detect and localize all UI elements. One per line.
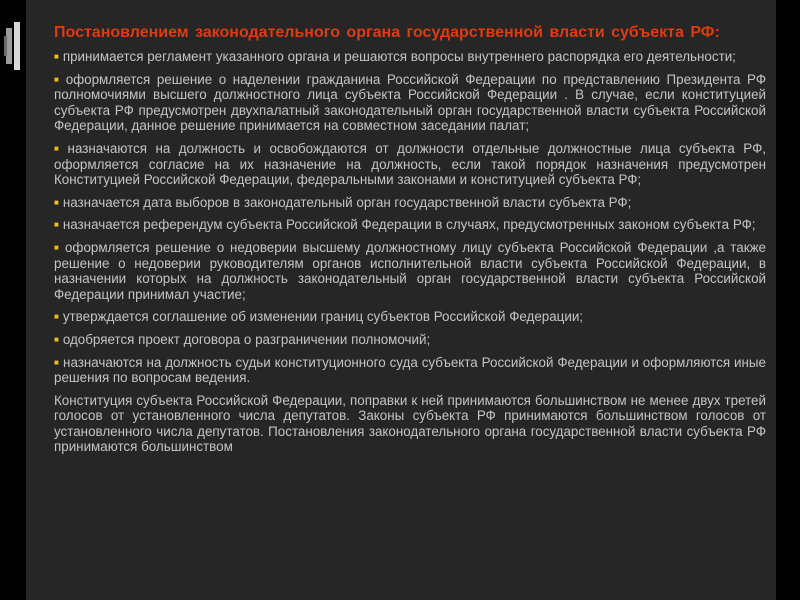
list-item-text: оформляется решение о наделении гражданина Российской Федерации по представлению Президента РФ полномочиями высшего должностного лица субъекта Российской Федерации . В случае, если конституцией субъекта РФ предусмотрен двухпалатный законодательный орган государственной власти субъекта Российской Федерации, данное решение принимается на совместном заседании палат; [54,71,766,134]
square-bullet-icon: ■ [54,74,62,84]
square-bullet-icon: ■ [54,357,60,367]
list-item-text: одобряется проект договора о разграничении полномочий; [62,331,431,347]
bar-shape-1 [14,22,20,70]
list-item [54,355,766,386]
list-item [54,72,766,134]
square-bullet-icon: ■ [54,143,64,153]
list-item [54,141,766,188]
list-item-text: утверждается соглашение об изменении границ субъектов Российской Федерации; [62,309,584,325]
square-bullet-icon: ■ [54,52,59,61]
list-item [54,217,766,233]
square-bullet-icon: ■ [54,197,59,207]
square-bullet-icon: ■ [54,334,59,344]
list-item [54,332,766,348]
slide [26,0,776,600]
square-bullet-icon: ■ [54,242,61,252]
decorative-bars-icon [4,22,22,72]
slide-content [54,49,766,455]
square-bullet-icon: ■ [54,312,59,322]
list-item [54,240,766,302]
list-item-text: назначаются на должность судьи конституционного суда субъекта Российской Федерации и оформляются иные решения по вопросам ведения. [54,354,766,386]
list-item [54,195,766,211]
list-item-text: назначаются на должность и освобождаются от должности отдельные должностные лица субъекта РФ, оформляется согласие на их назначение на должность, если такой порядок назначения предусмотрен Конституцией Российской Федерации, федеральными законами и конституцией субъекта РФ; [54,140,766,188]
list-item-text: назначается референдум субъекта Российской Федерации в случаях, предусмотренных законом субъекта РФ; [62,217,756,233]
list-item-text: принимается регламент указанного органа и решаются вопросы внутреннего распорядка его деятельности; [62,49,736,64]
square-bullet-icon: ■ [54,220,59,230]
list-item [54,49,766,65]
bar-shape-3 [4,36,7,56]
list-item [54,309,766,325]
list-item-text: оформляется решение о недоверии высшему должностному лицу субъекта Российской Федерации ,а также решение о недоверии руководителям органов исполнительной власти субъекта Российской Федерации, в назначении которых на должность законодательный орган государственной власти субъекта Российской Федерации принимал участие; [54,239,766,302]
slide-title: Постановлением законодательного органа государственной власти субъекта РФ: [54,24,720,41]
closing-paragraph: Конституция субъекта Российской Федерации, поправки к ней принимаются большинством не менее двух третей голосов от установленного числа депутатов. Законы субъекта РФ принимаются большинством голосов от установленного числа депутатов. Постановления законодательного органа государственной власти субъекта РФ принимаются большинством [54,392,766,455]
list-item-text: назначается дата выборов в законодательный орган государственной власти субъекта РФ; [62,194,632,210]
